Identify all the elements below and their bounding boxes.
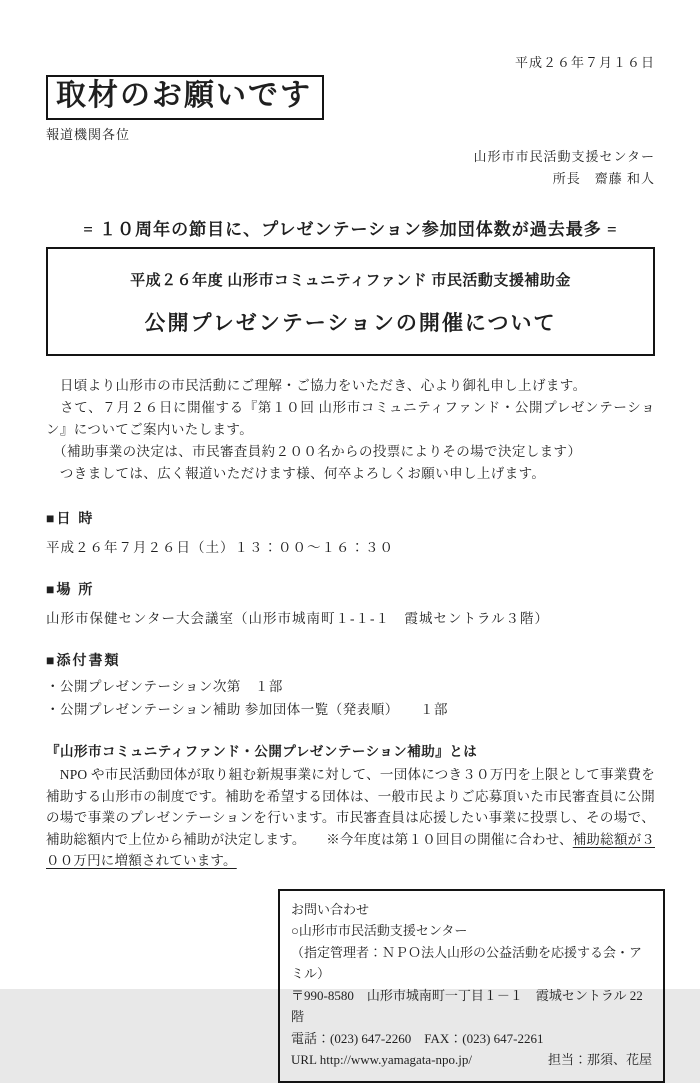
subject-program-name: 平成２６年度 山形市コミュニティファンド 市民活動支援補助金 <box>130 273 571 289</box>
body-paragraph: つきましては、広く報道いただけます様、何卒よろしくお願い申し上げます。 <box>46 466 546 481</box>
about-section <box>46 740 655 872</box>
contact-last-row <box>291 1049 652 1071</box>
document-date: 平成２６年７月１６日 <box>514 55 655 70</box>
about-text <box>46 764 655 872</box>
sender-person: 所長 齋藤 和人 <box>552 171 655 186</box>
contact-phone-fax: 電話：(023) 647-2260 FAX：(023) 647-2261 <box>291 1030 544 1046</box>
section-attachments <box>46 650 655 721</box>
subject-title: 公開プレゼンテーションの開催について <box>144 311 557 335</box>
sender-org: 山形市市民活動支援センター <box>473 149 655 164</box>
contact-address: 〒990-8580 山形市城南町一丁目１－１ 霞城セントラル 22 階 <box>291 987 643 1024</box>
headline: = １０周年の節目に、プレゼンテーション参加団体数が過去最多 = <box>83 220 618 239</box>
datetime-heading: ■日 時 <box>46 510 95 526</box>
attachment-item: ・公開プレゼンテーション次第 １部 <box>46 679 283 694</box>
about-text-main: NPO や市民活動団体が取り組む新規事業に対して、一団体につき３０万円を上限として事業費を補助する山形市の制度です。補助を希望する団体は、一般市民よりご応募頂いた市民審査員に公開の場で事業のプレゼンテーションを行います。市民審査員は応援したい事業に投票し、その場で、補助総額内で上位から補助が決定します。 ※今年度は第１０回目の開催に合わせ、 <box>46 767 655 847</box>
contact-staff: 担当：那須、花屋 <box>547 1052 652 1067</box>
attachment-item: ・公開プレゼンテーション補助 参加団体一覧（発表順） １部 <box>46 701 449 717</box>
sender-block <box>46 146 655 190</box>
attachments-list <box>46 676 655 721</box>
attachments-heading: ■添付書類 <box>46 652 121 668</box>
section-place <box>46 579 655 627</box>
place-value: 山形市保健センター大会議室（山形市城南町１-１-１ 霞城セントラル３階） <box>46 611 550 626</box>
about-heading: 『山形市コミュニティファンド・公開プレゼンテーション補助』とは <box>46 744 478 759</box>
datetime-value: 平成２６年７月２６日（土）１３：００～１６：３０ <box>46 540 394 555</box>
section-datetime <box>46 508 655 556</box>
place-heading: ■場 所 <box>46 581 95 597</box>
body-text <box>46 375 655 485</box>
body-paragraph: さて、７月２６日に開催する『第１０回 山形市コミュニティファンド・公開プレゼンテーション』についてご案内いたします。 <box>46 400 655 437</box>
contact-title: お問い合わせ <box>291 901 370 917</box>
body-paragraph: 日頃より山形市の市民活動にご理解・ご協力をいただき、心より御礼申し上げます。 <box>46 378 587 393</box>
contact-manager: （指定管理者：ＮＰＯ法人山形の公益活動を応援する会・アミル） <box>291 944 643 981</box>
subject-box <box>46 247 655 356</box>
contact-org: ○山形市市民活動支援センター <box>291 923 468 938</box>
request-title: 取材のお願いです <box>46 75 324 120</box>
addressee: 報道機関各位 <box>46 127 131 142</box>
contact-url: URL http://www.yamagata-npo.jp/ <box>291 1052 473 1067</box>
underline-emphasis: 補助総額が３００万円に増額されています。 <box>46 831 655 868</box>
body-paragraph: （補助事業の決定は、市民審査員約２００名からの投票によりその場で決定します） <box>46 444 582 459</box>
contact-box <box>278 889 665 1083</box>
